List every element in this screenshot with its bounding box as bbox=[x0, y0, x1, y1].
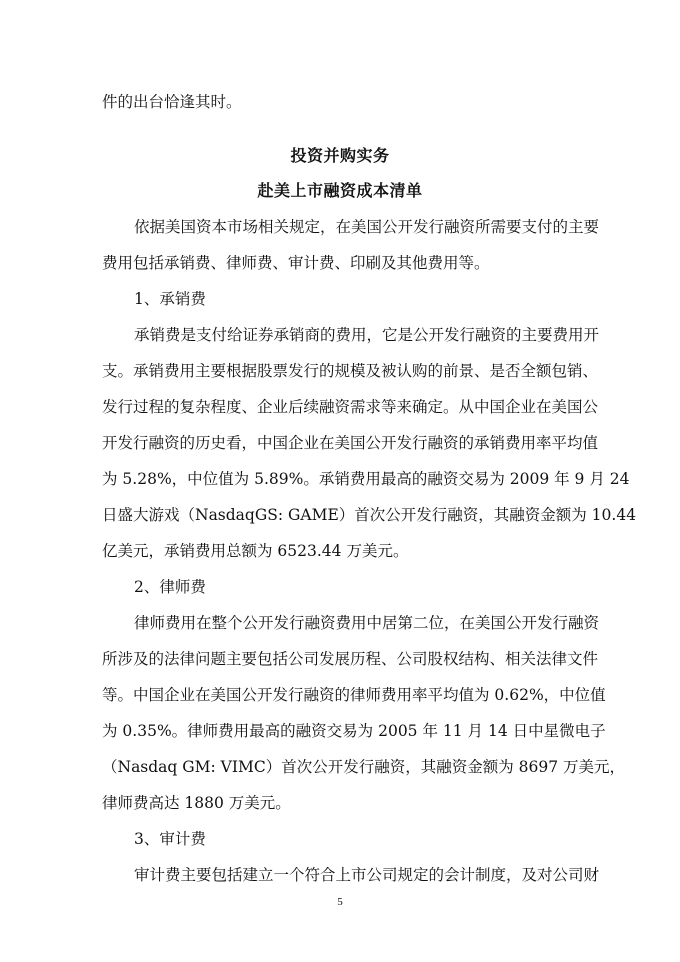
article-title: 赴美上市融资成本清单 bbox=[257, 181, 423, 200]
text-line: 费用包括承销费、律师费、审计费、印刷及其他费用等。 bbox=[102, 254, 490, 272]
subsection-heading-underwriting: 1、承销费 bbox=[134, 290, 206, 308]
text-line: 等。中国企业在美国公开发行融资的律师费用率平均值为 0.62%，中位值 bbox=[102, 686, 606, 704]
text-line: 为 0.35%。律师费用最高的融资交易为 2005 年 11 月 14 日中星微电子 bbox=[102, 722, 606, 740]
section-title: 投资并购实务 bbox=[290, 146, 390, 165]
subsection-heading-legal: 2、律师费 bbox=[134, 578, 206, 596]
text-line: 为 5.28%，中位值为 5.89%。承销费用最高的融资交易为 2009 年 9 月 24 bbox=[102, 470, 630, 488]
text-line: 所涉及的法律问题主要包括公司发展历程、公司股权结构、相关法律文件 bbox=[102, 650, 599, 668]
text-line: 律师费用在整个公开发行融资费用中居第二位，在美国公开发行融资 bbox=[134, 614, 600, 632]
page-number: 5 bbox=[337, 896, 343, 908]
text-line: 依据美国资本市场相关规定，在美国公开发行融资所需要支付的主要 bbox=[134, 218, 600, 236]
text-line: 亿美元，承销费用总额为 6523.44 万美元。 bbox=[102, 542, 409, 560]
text-line: 支。承销费用主要根据股票发行的规模及被认购的前景、是否全额包销、 bbox=[102, 362, 599, 380]
text-line: 承销费是支付给证券承销商的费用，它是公开发行融资的主要费用开 bbox=[134, 326, 600, 344]
text-line: 件的出台恰逢其时。 bbox=[102, 93, 242, 111]
text-line: 开发行融资的历史看，中国企业在美国公开发行融资的承销费用率平均值 bbox=[102, 434, 599, 452]
text-line: 律师费高达 1880 万美元。 bbox=[102, 794, 291, 812]
text-line: 发行过程的复杂程度、企业后续融资需求等来确定。从中国企业在美国公 bbox=[102, 398, 599, 416]
subsection-heading-audit: 3、审计费 bbox=[134, 830, 206, 848]
text-line: 审计费主要包括建立一个符合上市公司规定的会计制度，及对公司财 bbox=[134, 866, 600, 884]
text-line: （Nasdaq GM: VIMC）首次公开发行融资，其融资金额为 8697 万美元， bbox=[102, 758, 626, 776]
text-line: 日盛大游戏（NasdaqGS: GAME）首次公开发行融资，其融资金额为 10.44 bbox=[102, 506, 637, 524]
